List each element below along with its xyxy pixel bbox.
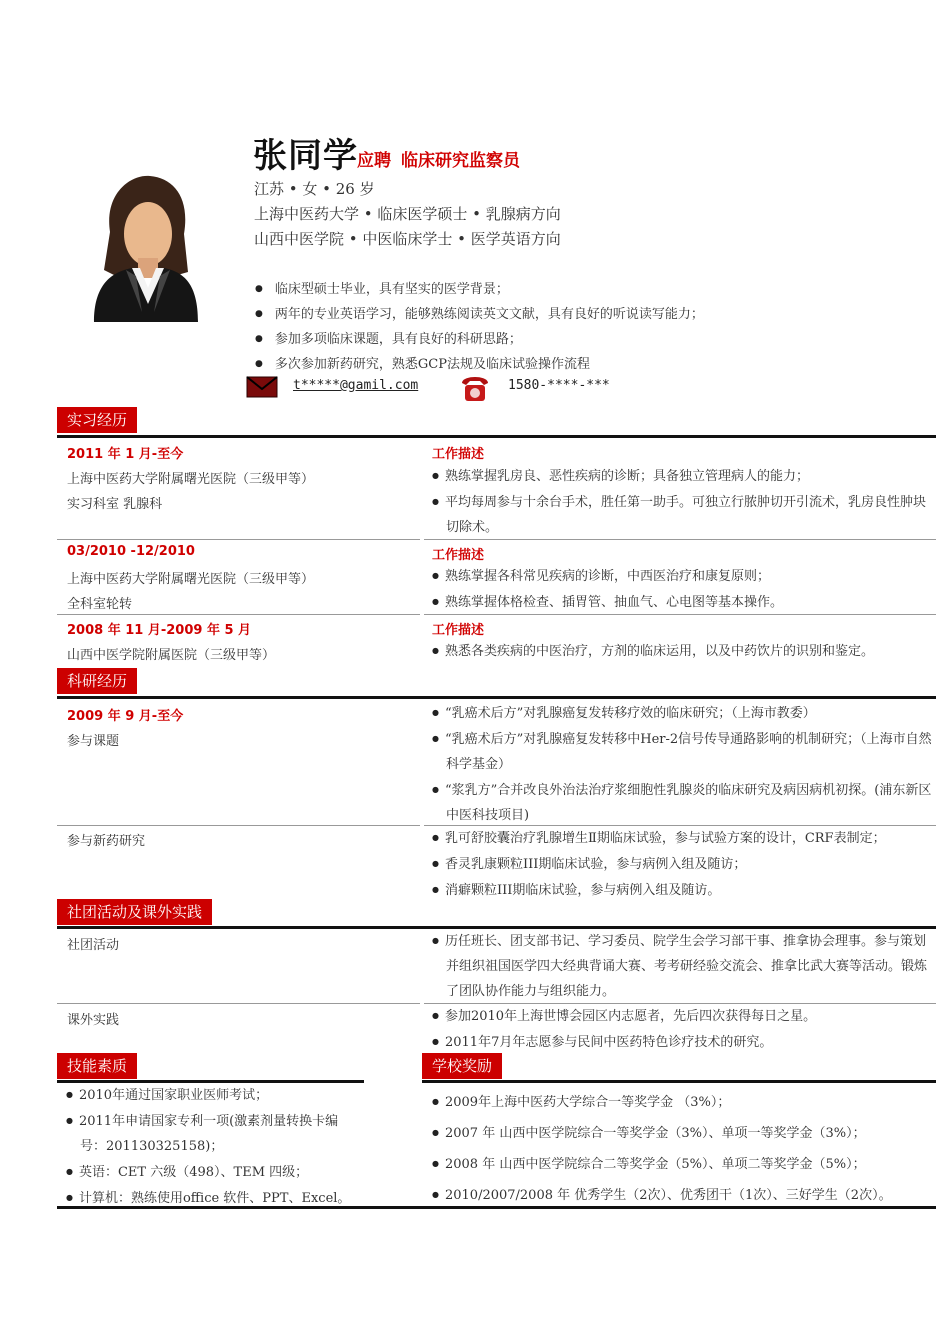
apply-word: 应聘: [357, 151, 391, 171]
summary-bullet: ● 参加多项临床课题，具有良好的科研思路；: [255, 328, 522, 347]
research-item: ● 消癖颗粒III期临床试验，参与病例入组及随访。: [432, 877, 932, 903]
work-desc-item: ● 熟练掌握体格检查、插胃管、抽血气、心电图等基本操作。: [432, 589, 932, 615]
award-item: ● 2009年上海中医药大学综合一等奖学金 （3%）；: [432, 1087, 932, 1118]
row-divider: [57, 614, 420, 615]
phone-number: 1580-****-***: [508, 378, 610, 393]
activity-item: ● 历任班长、团支部书记、学习委员、院学生会学习部干事、推拿协会理事。参与策划并组织祖国医学四大经典背诵大赛、考考研经验交流会、推拿比武大赛等活动。锻炼了团队协作能力与组织能力。: [432, 928, 932, 1004]
research-item: ● 香灵乳康颗粒III期临床试验，参与病例入组及随访；: [432, 851, 932, 877]
envelope-icon: [246, 375, 278, 399]
row-divider: [424, 539, 936, 540]
entry-org: 上海中医药大学附属曙光医院（三级甲等）: [67, 472, 315, 487]
activity-label: 社团活动: [67, 938, 120, 953]
work-desc-item: ● 熟悉各类疾病的中医治疗，方剂的临床运用，以及中药饮片的识别和鉴定。: [432, 638, 932, 664]
section-divider: [422, 1080, 936, 1083]
row-divider: [57, 539, 420, 540]
section-title-research: 科研经历: [57, 668, 137, 694]
section-title-skills: 技能素质: [57, 1053, 137, 1079]
skill-item: ● 2011年申请国家专利一项(激素剂量转换卡编号：201130325158)；: [66, 1108, 358, 1159]
summary-bullet: ● 多次参加新药研究，熟悉GCP法规及临床试验操作流程: [255, 353, 590, 372]
work-desc-item: ● 平均每周参与十余台手术，胜任第一助手。可独立行脓肿切开引流术，乳房良性肿块切除术。: [432, 489, 932, 540]
entry-dept: 实习科室 乳腺科: [67, 497, 163, 512]
section-title-activities: 社团活动及课外实践: [57, 899, 212, 925]
skill-item: ● 计算机：熟练使用office 软件、PPT、Excel。: [66, 1185, 358, 1211]
entry-date: 2011 年 1 月-至今: [67, 447, 184, 462]
entry-dept: 全科室轮转: [67, 597, 133, 612]
summary-bullet: ● 两年的专业英语学习，能够熟练阅读英文文献，具有良好的听说读写能力；: [255, 303, 704, 322]
award-item: ● 2010/2007/2008 年 优秀学生（2次）、优秀团干（1次）、三好学生（2次）。: [432, 1180, 932, 1211]
footer-divider: [57, 1206, 936, 1209]
skill-item: ● 2010年通过国家职业医师考试；: [66, 1082, 358, 1108]
activity-item: ● 参加2010年上海世博会园区内志愿者，先后四次获得每日之星。: [432, 1003, 932, 1029]
skill-item: ● 英语：CET 六级（498）、TEM 四级；: [66, 1159, 358, 1185]
research-item: ● “浆乳方”合并改良外治法治疗浆细胞性乳腺炎的临床研究及病因病机初探。(浦东新区中医科技项目): [432, 777, 932, 828]
research-item: ● “乳癌术后方”对乳腺癌复发转移中Her-2信号传导通路影响的机制研究；（上海市自然科学基金）: [432, 726, 932, 777]
activity-label: 课外实践: [67, 1013, 120, 1028]
summary-bullet: ● 临床型硕士毕业，具有坚实的医学背景；: [255, 278, 509, 297]
position-title: 临床研究监察员: [401, 151, 520, 171]
candidate-name: 张同学: [253, 136, 358, 176]
work-desc-title: 工作描述: [432, 623, 485, 638]
email-link[interactable]: t*****@gamil.com: [293, 378, 419, 393]
section-divider: [57, 696, 936, 699]
section-divider: [57, 435, 936, 438]
research-label: 参与课题: [67, 734, 120, 749]
work-desc-title: 工作描述: [432, 548, 485, 563]
info-line-bachelor: 山西中医学院 • 中医临床学士 • 医学英语方向: [254, 230, 561, 248]
work-desc-item: ● 熟练掌握乳房良、恶性疾病的诊断；具备独立管理病人的能力；: [432, 463, 932, 489]
research-item: ● 乳可舒胶囊治疗乳腺增生Ⅱ期临床试验，参与试验方案的设计，CRF表制定；: [432, 825, 932, 851]
research-label: 参与新药研究: [67, 834, 146, 849]
section-title-internship: 实习经历: [57, 407, 137, 433]
entry-date: 03/2010 -12/2010: [67, 544, 195, 559]
research-item: ● “乳癌术后方”对乳腺癌复发转移疗效的临床研究；（上海市教委）: [432, 700, 932, 726]
activity-item: ● 2011年7月年志愿参与民间中医药特色诊疗技术的研究。: [432, 1029, 932, 1055]
info-line-basic: 江苏 • 女 • 26 岁: [254, 180, 375, 198]
award-item: ● 2008 年 山西中医学院综合二等奖学金（5%）、单项二等奖学金（5%）；: [432, 1149, 932, 1180]
info-line-master: 上海中医药大学 • 临床医学硕士 • 乳腺病方向: [254, 205, 561, 223]
work-desc-item: ● 熟练掌握各科常见疾病的诊断，中西医治疗和康复原则；: [432, 563, 932, 589]
row-divider: [57, 825, 420, 826]
telephone-icon: [459, 373, 491, 403]
work-desc-title: 工作描述: [432, 447, 485, 462]
section-title-awards: 学校奖励: [422, 1053, 502, 1079]
row-divider: [424, 614, 936, 615]
user-avatar-icon: [92, 172, 200, 327]
entry-date: 2009 年 9 月-至今: [67, 709, 184, 724]
entry-org: 上海中医药大学附属曙光医院（三级甲等）: [67, 572, 315, 587]
apply-position: [357, 146, 520, 171]
entry-org: 山西中医学院附属医院（三级甲等）: [67, 648, 276, 663]
row-divider: [57, 1003, 420, 1004]
entry-date: 2008 年 11 月-2009 年 5 月: [67, 623, 252, 638]
award-item: ● 2007 年 山西中医学院综合一等奖学金（3%）、单项一等奖学金（3%）；: [432, 1118, 932, 1149]
